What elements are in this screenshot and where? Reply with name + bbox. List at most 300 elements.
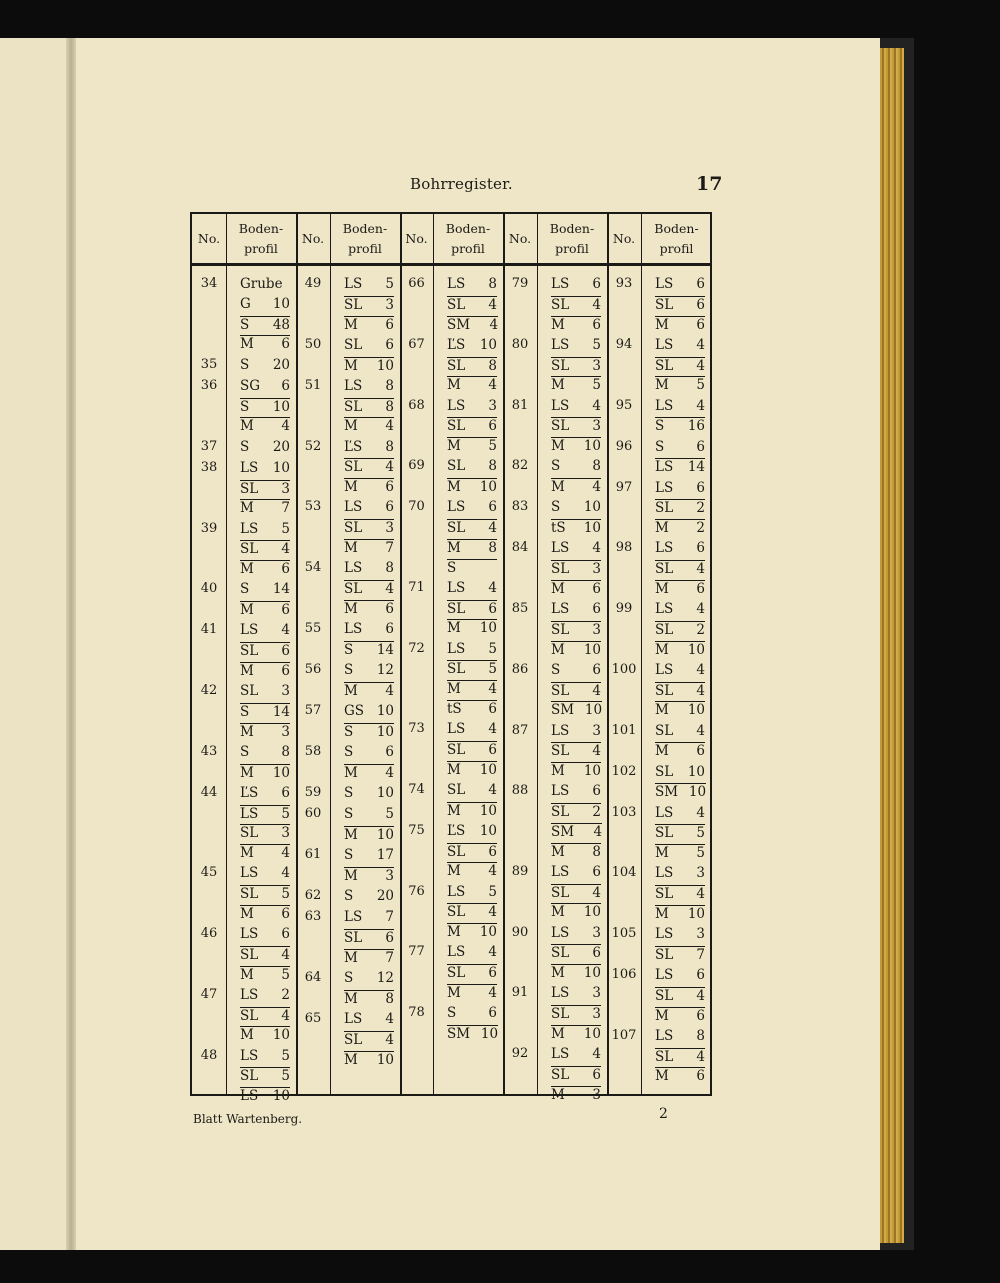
layer-thickness: 3	[281, 480, 290, 497]
layer-thickness: 7	[281, 500, 290, 517]
soil-code: ĽS	[344, 438, 363, 455]
soil-layer	[344, 785, 394, 801]
layer-thickness: 8	[592, 458, 601, 475]
bore-number: 88	[511, 783, 529, 799]
soil-code: SM	[655, 784, 679, 801]
soil-code: LS	[655, 804, 674, 821]
soil-layer	[240, 723, 290, 740]
soil-code: LS	[551, 985, 570, 1002]
soil-layer	[344, 621, 394, 637]
soil-code: S	[447, 1005, 457, 1021]
soil-code: SL	[551, 804, 570, 820]
soil-layer	[240, 966, 290, 983]
layer-thickness: 8	[385, 398, 394, 415]
soil-code: SL	[655, 825, 674, 842]
soil-code: S	[344, 723, 354, 740]
soil-code: SL	[655, 561, 674, 577]
soil-code: SL	[655, 763, 674, 780]
soil-layer	[551, 884, 601, 901]
soil-code: M	[344, 682, 358, 699]
soil-code: SL	[240, 946, 259, 963]
layer-thickness: 6	[281, 336, 290, 353]
layer-thickness: 6	[281, 377, 290, 394]
soil-layer	[344, 458, 394, 475]
soil-layer	[344, 744, 394, 760]
layer-thickness: 14	[687, 459, 705, 476]
layer-thickness: 8	[281, 743, 290, 760]
layer-thickness: 4	[488, 681, 497, 697]
soil-code: M	[551, 438, 565, 454]
bore-number: 93	[615, 276, 633, 291]
column-divider	[641, 214, 642, 1094]
soil-code: S	[240, 703, 250, 720]
layer-thickness: 6	[385, 600, 394, 617]
bore-number: 52	[304, 438, 322, 454]
soil-layer	[551, 641, 601, 658]
soil-code: SL	[655, 987, 674, 1004]
layer-thickness: 8	[385, 560, 394, 576]
soil-layer	[240, 581, 290, 597]
layer-thickness: 4	[281, 622, 290, 639]
soil-layer	[240, 764, 290, 781]
column-divider	[330, 214, 331, 1094]
soil-code: SL	[551, 682, 570, 699]
layer-thickness: 4	[592, 479, 601, 495]
soil-code: SG	[240, 377, 261, 394]
soil-layer	[655, 1007, 705, 1024]
soil-code: M	[551, 641, 565, 658]
soil-code: M	[344, 764, 358, 781]
soil-layer	[447, 539, 497, 556]
header-bodenprofil: Boden- profil	[445, 220, 491, 256]
layer-thickness: 14	[272, 703, 290, 720]
soil-code: LS	[240, 622, 259, 639]
signature-mark: 2	[659, 1106, 668, 1122]
bore-number: 83	[511, 499, 529, 515]
layer-thickness: 5	[696, 825, 705, 842]
layer-thickness: 10	[479, 822, 497, 839]
soil-layer	[240, 560, 290, 577]
soil-layer	[447, 903, 497, 920]
soil-layer	[447, 843, 497, 860]
soil-layer	[655, 641, 705, 658]
soil-layer	[551, 823, 602, 840]
bore-number: 38	[200, 459, 218, 475]
soil-layer	[655, 764, 705, 780]
soil-layer	[551, 458, 601, 474]
layer-thickness: 3	[592, 621, 601, 638]
layer-thickness: 10	[479, 802, 497, 819]
soil-code: LS	[240, 1088, 259, 1104]
soil-layer	[344, 378, 394, 394]
bore-number: 105	[611, 926, 637, 941]
soil-code: SL	[240, 825, 259, 842]
layer-thickness: 12	[376, 661, 394, 678]
layer-thickness: 6	[488, 700, 497, 717]
layer-thickness: 10	[583, 438, 601, 454]
soil-code: LS	[447, 640, 466, 657]
layer-thickness: 4	[385, 764, 394, 781]
soil-layer	[447, 296, 497, 313]
bore-number: 45	[200, 865, 218, 881]
layer-thickness: 4	[592, 1046, 601, 1062]
bore-number: 46	[200, 926, 218, 941]
layer-thickness: 8	[385, 990, 394, 1007]
layer-thickness: 4	[696, 804, 705, 821]
soil-layer	[447, 944, 497, 960]
layer-thickness: 12	[376, 970, 394, 986]
layer-thickness: 4	[281, 541, 290, 558]
soil-code: SL	[447, 600, 466, 617]
soil-code: M	[447, 479, 461, 495]
soil-code: LS	[551, 276, 570, 292]
bore-number: 39	[200, 520, 218, 536]
soil-code: LS	[344, 499, 363, 516]
soil-layer	[655, 1028, 705, 1044]
soil-layer	[551, 843, 601, 860]
bore-number: 79	[511, 276, 529, 291]
layer-thickness: 6	[385, 499, 394, 516]
layer-thickness: 5	[488, 883, 497, 900]
soil-code: M	[655, 743, 669, 760]
soil-code: S	[344, 743, 354, 760]
bore-number: 96	[615, 438, 633, 454]
layer-thickness: 8	[696, 1027, 705, 1044]
soil-layer	[240, 642, 290, 659]
layer-thickness: 4	[385, 1031, 394, 1048]
soil-code: LS	[655, 276, 674, 292]
soil-code: M	[551, 763, 565, 779]
soil-layer	[655, 316, 705, 333]
soil-layer	[344, 888, 394, 904]
soil-code: S	[344, 784, 354, 801]
soil-layer	[447, 884, 497, 900]
soil-code: LS	[240, 520, 259, 537]
soil-code: LS	[240, 986, 259, 1003]
soil-code: M	[447, 863, 461, 880]
soil-layer	[655, 844, 705, 861]
bore-register-table	[190, 212, 712, 1104]
soil-code: SM	[551, 702, 575, 719]
soil-layer	[551, 903, 601, 920]
soil-code: LS	[240, 865, 259, 882]
bore-number: 37	[200, 438, 218, 454]
soil-layer	[344, 929, 394, 946]
soil-code: S	[551, 458, 561, 475]
soil-layer	[655, 1048, 705, 1065]
soil-layer	[551, 357, 601, 374]
soil-layer	[551, 560, 601, 577]
soil-code: LS	[447, 944, 466, 961]
soil-layer	[655, 376, 705, 393]
soil-layer	[240, 1067, 290, 1084]
layer-thickness: 6	[488, 418, 497, 435]
layer-thickness: 4	[488, 904, 497, 921]
soil-layer	[344, 1011, 394, 1027]
layer-thickness: 10	[584, 702, 603, 719]
soil-code: M	[551, 1025, 565, 1042]
soil-code: S	[344, 661, 354, 678]
soil-layer	[447, 619, 497, 636]
soil-code: M	[655, 377, 669, 394]
soil-layer	[655, 519, 705, 536]
layer-thickness: 3	[385, 296, 394, 313]
soil-layer	[551, 723, 601, 739]
soil-layer	[447, 700, 497, 717]
soil-code: ĽS	[447, 822, 466, 839]
layer-thickness: 10	[480, 1025, 499, 1042]
soil-layer	[655, 458, 705, 475]
soil-code: SL	[447, 843, 466, 860]
layer-thickness: 4	[696, 1048, 705, 1065]
layer-thickness: 10	[376, 723, 394, 740]
layer-thickness: 10	[479, 924, 497, 940]
bore-number: 62	[304, 888, 322, 903]
soil-layer	[240, 335, 290, 352]
soil-code: SL	[447, 661, 466, 678]
soil-layer	[447, 519, 497, 536]
soil-code: SL	[551, 357, 570, 374]
soil-layer	[447, 499, 497, 515]
soil-code: S	[344, 641, 354, 658]
soil-code: SL	[447, 458, 466, 475]
layer-thickness: 5	[696, 845, 705, 861]
layer-thickness: 4	[489, 316, 499, 333]
layer-thickness: 10	[272, 459, 290, 476]
layer-thickness: 2	[696, 621, 705, 638]
soil-layer	[344, 847, 394, 863]
layer-thickness: 5	[488, 438, 497, 454]
header-no: No.	[612, 230, 636, 246]
soil-layer	[240, 905, 290, 922]
soil-code: LS	[447, 499, 466, 516]
soil-code: M	[240, 602, 254, 618]
layer-thickness: 8	[385, 438, 394, 455]
bore-number: 80	[511, 336, 529, 352]
bore-number: 36	[200, 377, 218, 393]
soil-layer	[344, 1051, 394, 1068]
layer-thickness: 5	[281, 966, 290, 983]
bore-number: 64	[304, 970, 322, 985]
header-no: No.	[405, 230, 428, 246]
soil-layer	[240, 987, 290, 1003]
soil-layer	[240, 1087, 290, 1104]
layer-thickness: 14	[376, 641, 394, 658]
soil-layer	[240, 885, 290, 902]
layer-thickness: 4	[592, 682, 601, 699]
bore-number: 103	[611, 804, 637, 820]
soil-code: S	[240, 356, 250, 373]
soil-layer	[551, 1086, 601, 1103]
layer-thickness: 4	[488, 377, 497, 394]
soil-layer	[655, 560, 705, 577]
soil-code: LS	[344, 620, 363, 637]
soil-code: S	[240, 743, 250, 760]
bore-number: 43	[200, 743, 218, 759]
soil-code: M	[655, 520, 669, 536]
layer-thickness: 6	[696, 479, 705, 496]
soil-layer	[240, 316, 290, 333]
soil-layer	[551, 316, 601, 333]
layer-thickness: 7	[385, 539, 394, 556]
soil-layer	[240, 1048, 290, 1064]
soil-layer	[655, 865, 705, 881]
header-rule	[192, 263, 710, 266]
soil-layer	[551, 1046, 601, 1062]
layer-thickness: 4	[488, 781, 497, 798]
layer-thickness: 10	[272, 295, 290, 312]
soil-layer	[655, 1067, 705, 1084]
soil-layer	[240, 521, 290, 537]
bore-number: 51	[304, 377, 322, 393]
layer-thickness: 4	[281, 865, 290, 882]
layer-thickness: 10	[376, 826, 394, 843]
bore-number: 107	[611, 1027, 637, 1043]
soil-code: LS	[655, 661, 674, 678]
layer-thickness: 6	[281, 602, 290, 618]
soil-code: M	[240, 905, 254, 922]
layer-thickness: 6	[696, 276, 705, 292]
gilded-page-edges	[880, 48, 904, 1243]
soil-code: SL	[655, 1048, 674, 1065]
soil-code: M	[655, 1007, 669, 1024]
soil-layer	[655, 805, 705, 821]
layer-thickness: 6	[696, 580, 705, 597]
soil-layer	[240, 785, 290, 801]
soil-layer	[240, 417, 290, 434]
soil-layer	[551, 701, 602, 718]
layer-thickness: 3	[592, 1086, 601, 1103]
bore-number: 60	[304, 806, 322, 821]
soil-layer	[447, 660, 497, 677]
soil-layer	[240, 398, 290, 415]
soil-code: tS	[551, 520, 566, 536]
layer-thickness: 3	[592, 1006, 601, 1022]
layer-thickness: 5	[385, 276, 394, 292]
soil-code: LS	[344, 276, 363, 292]
soil-code: S	[655, 438, 665, 455]
soil-layer	[344, 970, 394, 986]
soil-layer	[240, 480, 290, 497]
soil-layer	[447, 680, 497, 697]
soil-code: SL	[447, 520, 466, 536]
layer-thickness: 3	[696, 926, 705, 942]
layer-thickness: 4	[488, 721, 497, 737]
bore-number: 97	[615, 479, 633, 495]
soil-layer	[551, 985, 601, 1001]
soil-layer	[240, 744, 290, 760]
soil-code: M	[447, 681, 461, 697]
soil-code: LS	[551, 863, 570, 880]
bore-number: 67	[408, 336, 425, 352]
bore-number: 56	[304, 661, 322, 677]
bore-number: 65	[304, 1011, 322, 1026]
soil-code: M	[551, 904, 565, 921]
layer-thickness: 4	[592, 397, 601, 414]
soil-code: SL	[447, 741, 466, 758]
soil-layer	[655, 499, 705, 516]
running-header: Bohrregister.	[410, 175, 513, 193]
bore-number: 76	[408, 883, 425, 899]
soil-code: M	[655, 1068, 669, 1085]
soil-layer	[551, 398, 601, 414]
layer-thickness: 4	[488, 296, 497, 313]
soil-code: LS	[655, 865, 674, 882]
soil-code: LS	[655, 601, 674, 617]
soil-layer	[551, 1066, 601, 1083]
bore-number: 92	[511, 1046, 529, 1061]
soil-code: SL	[655, 722, 674, 739]
soil-layer	[240, 844, 290, 861]
soil-code: SL	[240, 480, 259, 497]
soil-layer	[447, 1025, 498, 1042]
layer-thickness: 10	[687, 702, 705, 719]
soil-layer	[655, 337, 705, 353]
soil-layer	[655, 417, 705, 434]
layer-thickness: 4	[488, 579, 497, 596]
soil-code: M	[240, 500, 254, 517]
soil-layer	[344, 560, 394, 576]
soil-layer	[344, 499, 394, 515]
layer-thickness: 10	[688, 784, 707, 801]
soil-layer	[344, 519, 394, 536]
soil-layer	[447, 823, 497, 839]
bore-number: 44	[200, 784, 218, 800]
layer-thickness: 10	[272, 398, 290, 415]
soil-code: LS	[551, 336, 570, 353]
soil-layer	[344, 478, 394, 495]
bore-number: 72	[408, 640, 425, 656]
layer-thickness: 4	[385, 459, 394, 476]
soil-code: LS	[240, 459, 259, 476]
soil-code: ĽS	[447, 336, 466, 353]
soil-layer	[551, 519, 601, 536]
soil-code: M	[551, 580, 565, 597]
soil-code: S	[240, 398, 250, 415]
layer-thickness: 16	[687, 418, 705, 435]
layer-thickness: 6	[696, 1068, 705, 1085]
bore-number: 40	[200, 581, 218, 597]
bore-number: 66	[408, 276, 425, 291]
soil-layer	[344, 764, 394, 781]
soil-code: SL	[551, 296, 570, 313]
soil-layer	[344, 682, 394, 699]
soil-layer	[447, 316, 498, 333]
soil-code: SM	[447, 316, 471, 333]
layer-thickness: 2	[696, 500, 705, 517]
soil-code: M	[344, 990, 358, 1007]
soil-layer	[344, 662, 394, 678]
soil-code: LS	[551, 783, 570, 800]
soil-layer	[447, 1005, 497, 1021]
bore-number: 59	[304, 784, 322, 800]
soil-layer	[240, 378, 290, 394]
soil-layer	[551, 783, 601, 799]
bore-number: 69	[408, 458, 425, 474]
book-gutter	[66, 38, 76, 1250]
layer-thickness: 6	[385, 479, 394, 495]
soil-code: M	[551, 843, 565, 860]
soil-code: M	[447, 984, 461, 1001]
soil-code: S	[655, 418, 665, 435]
layer-thickness: 2	[281, 986, 290, 1003]
soil-code: LS	[655, 1027, 674, 1044]
soil-code: M	[240, 845, 254, 861]
soil-layer	[551, 964, 601, 981]
layer-thickness: 6	[696, 1007, 705, 1024]
layer-thickness: 4	[696, 397, 705, 414]
layer-thickness: 6	[385, 930, 394, 946]
